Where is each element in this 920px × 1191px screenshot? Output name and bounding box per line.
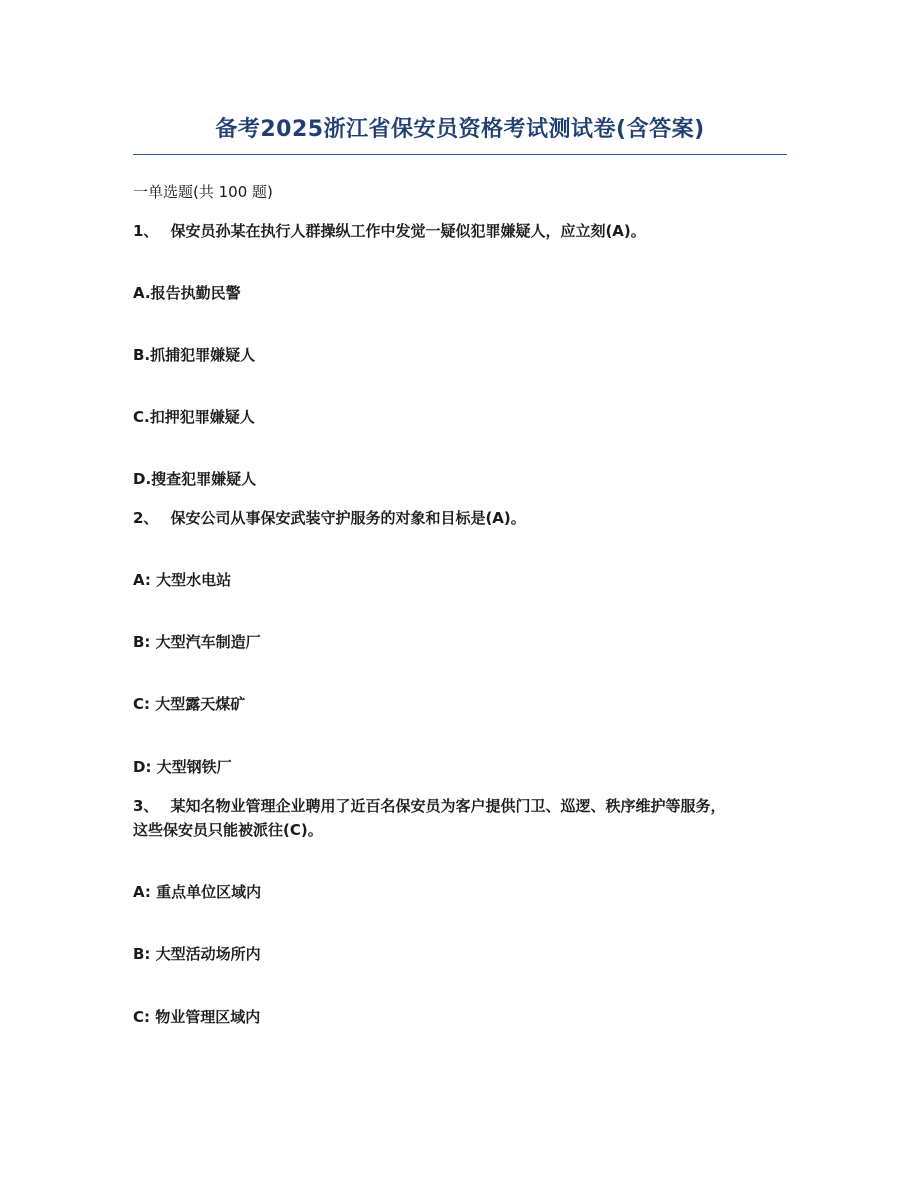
- question-number: 1、: [133, 222, 159, 240]
- option-2d: D: 大型钢铁厂: [133, 758, 232, 776]
- option-2c: C: 大型露天煤矿: [133, 695, 246, 713]
- section-heading: 一单选题(共 100 题): [133, 183, 273, 201]
- document-title: 备考2025浙江省保安员资格考试测试卷(含答案): [215, 117, 705, 142]
- option-2a: A: 大型水电站: [133, 571, 232, 589]
- question-2: [133, 506, 526, 530]
- question-text: 某知名物业管理企业聘用了近百名保安员为客户提供门卫、巡逻、秩序维护等服务，: [170, 797, 726, 815]
- option-3a: A: 重点单位区域内: [133, 883, 262, 901]
- question-3-continued: 这些保安员只能被派往(C)。: [133, 821, 323, 839]
- title-divider: [133, 154, 787, 155]
- option-1b: B.抓捕犯罪嫌疑人: [133, 346, 256, 364]
- option-1d: D.搜查犯罪嫌疑人: [133, 470, 257, 488]
- option-1c: C.扣押犯罪嫌疑人: [133, 408, 255, 426]
- option-3c: C: 物业管理区域内: [133, 1008, 261, 1026]
- question-number: 2、: [133, 509, 159, 527]
- question-text: 保安员孙某在执行人群操纵工作中发觉一疑似犯罪嫌疑人，应立刻(A)。: [170, 222, 646, 240]
- option-3b: B: 大型活动场所内: [133, 945, 261, 963]
- option-1a: A.报告执勤民警: [133, 284, 241, 302]
- question-3: [133, 794, 725, 818]
- question-number: 3、: [133, 797, 159, 815]
- question-text: 保安公司从事保安武装守护服务的对象和目标是(A)。: [170, 509, 526, 527]
- question-1: [133, 219, 646, 243]
- option-2b: B: 大型汽车制造厂: [133, 633, 261, 651]
